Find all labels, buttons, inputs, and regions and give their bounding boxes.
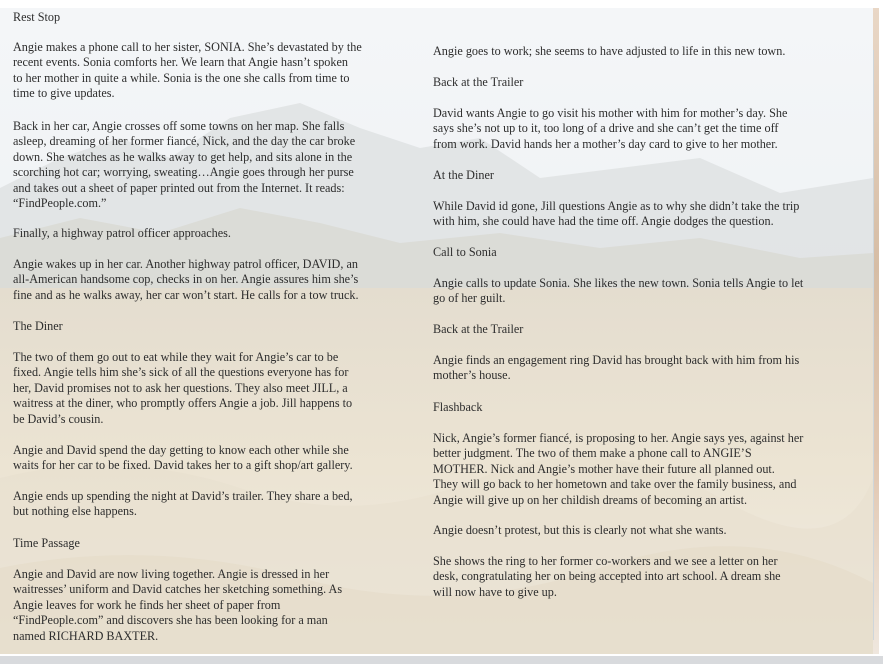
paragraph: Nick, Angie’s former fiancé, is proposing to her. Angie says yes, against her better judgment. The two of them make a phone call to ANGIE’S MOTHER. Nick and Angie’s mother have their future all planned out. They will go back to her hometown and take over the family business, and Angie will give up on her childish dreams of becoming an artist. <box>433 431 804 507</box>
paragraph: While David id gone, Jill questions Angie as to why she didn’t take the trip with him, she could have had the time off. Angie dodges the question. <box>433 199 800 229</box>
paragraph: Angie and David spend the day getting to know each other while she waits for her car to be fixed. David takes her to a gift shop/art gallery. <box>13 443 353 473</box>
paragraph: Back in her car, Angie crosses off some towns on her map. She falls asleep, dreaming of her former fiancé, Nick, and the day the car broke down. She watches as he walks away to get help, and sits alone in the scorching hot car; worrying, sweating…Angie goes through her purse and takes out a sheet of paper printed out from the Internet. It reads: “FindPeople.com.” <box>13 119 356 211</box>
paragraph: Angie ends up spending the night at David’s trailer. They share a bed, but nothing else happens. <box>13 489 353 519</box>
paragraph: She shows the ring to her former co-workers and we see a letter on her desk, congratulating her on being accepted into art school. A dream she will now have to give up. <box>433 554 781 599</box>
paragraph: Angie doesn’t protest, but this is clearly not what she wants. <box>433 523 727 537</box>
heading-back-at-the-trailer: Back at the Trailer <box>433 75 524 89</box>
heading-rest-stop: Rest Stop <box>13 10 61 24</box>
heading-back-at-the-trailer: Back at the Trailer <box>433 322 524 336</box>
page-edge-line <box>873 50 874 640</box>
paragraph: Finally, a highway patrol officer approaches. <box>13 226 231 240</box>
paragraph: Angie wakes up in her car. Another highway patrol officer, DAVID, an all-American handsome cop, checks in on her. Angie assures him she’s fine and as he walks away, her car won’t start. He calls for a tow truck. <box>13 257 359 302</box>
heading-flashback: Flashback <box>433 400 483 414</box>
paragraph: Angie calls to update Sonia. She likes the new town. Sonia tells Angie to let go of her guilt. <box>433 276 804 306</box>
paragraph: Angie makes a phone call to her sister, SONIA. She’s devastated by the recent events. Sonia comforts her. We learn that Angie hasn’t spoken to her mother in quite a while. Sonia is the one she calls from time to time to give updates. <box>13 40 362 101</box>
heading-time-passage: Time Passage <box>13 536 80 550</box>
heading-at-the-diner: At the Diner <box>433 168 494 182</box>
heading-call-to-sonia: Call to Sonia <box>433 245 497 259</box>
document-page <box>0 8 873 654</box>
paragraph: Angie and David are now living together. Angie is dressed in her waitresses’ uniform and David catches her sketching something. As Angie leaves for work he finds her sheet of paper from “FindPeople.com” and discovers she has been looking for a man named RICHARD BAXTER. <box>13 567 343 643</box>
heading-the-diner: The Diner <box>13 319 63 333</box>
paragraph: Angie finds an engagement ring David has brought back with him from his mother’s house. <box>433 353 800 383</box>
paragraph: The two of them go out to eat while they wait for Angie’s car to be fixed. Angie tells him she’s sick of all the questions everyone has for her, David promises not to ask her questions. They also meet JILL, a waitress at the diner, who promptly offers Angie a job. Jill happens to be David’s cousin. <box>13 350 353 426</box>
paragraph: Angie goes to work; she seems to have adjusted to life in this new town. <box>433 44 786 58</box>
bottom-scroll-bar[interactable] <box>0 656 883 664</box>
paragraph: David wants Angie to go visit his mother with him for mother’s day. She says she’s not up to it, too long of a drive and she can’t get the time off from work. David hands her a mother’s day card to give to her mother. <box>433 106 788 151</box>
